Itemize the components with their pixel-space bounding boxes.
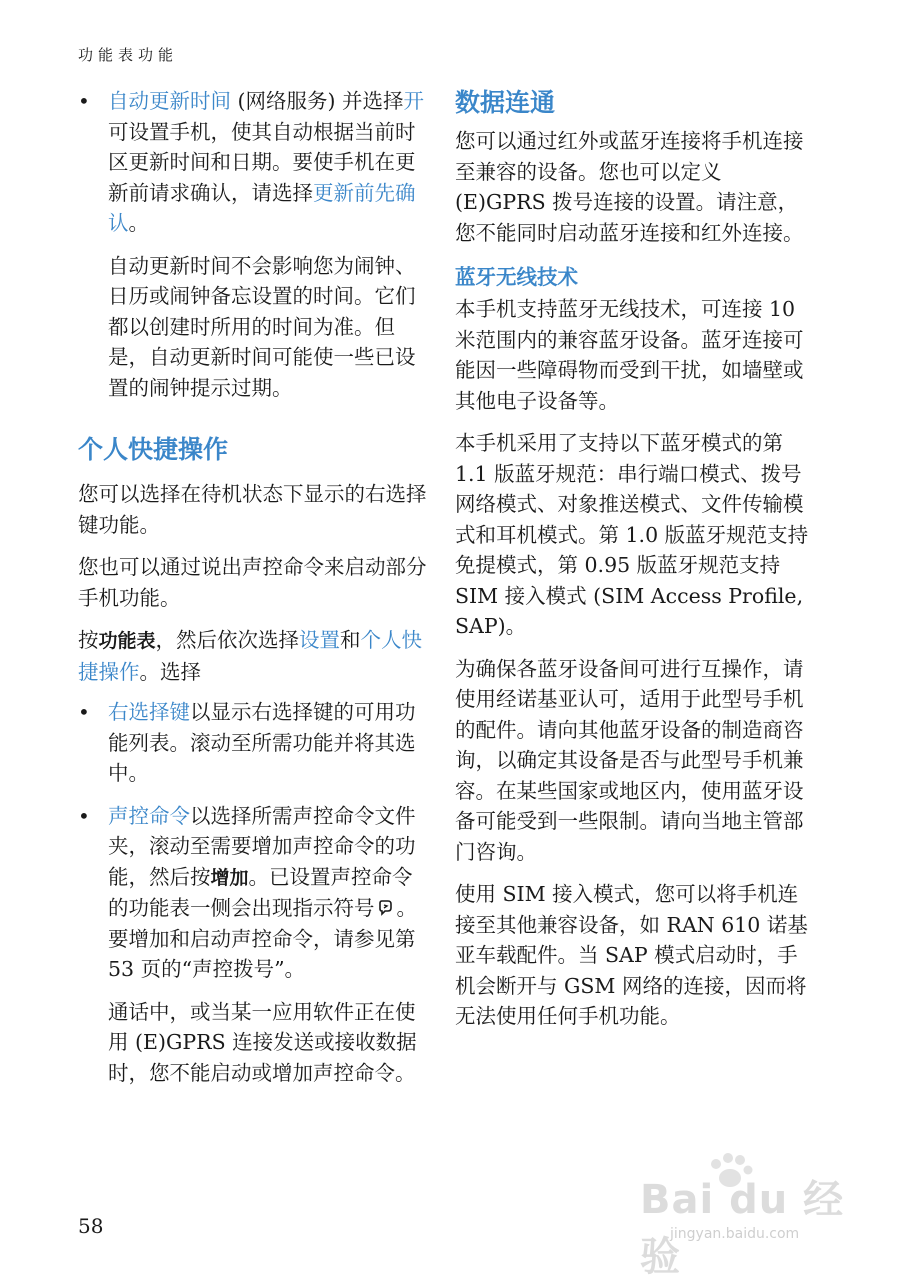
paragraph: 使用 SIM 接入模式，您可以将手机连接至其他兼容设备，如 RAN 610 诺基亚车载配件。当 SAP 模式启动时，手机会断开与 GSM 网络的连接，因而将无法使用任何手机功能。: [455, 882, 808, 1028]
bold-menu: 功能表: [98, 630, 156, 652]
auto-update-note: 自动更新时间不会影响您为闹钟、日历或闹钟备忘设置的时间。它们都以创建时所用的时间为准。但是，自动更新时间可能使一些已设置的闹钟提示过期。: [108, 253, 416, 400]
text: 以选择所需声控命令文件夹，滚动至需要增加声控命令的功能，然后按: [108, 803, 416, 889]
paragraph: 本手机采用了支持以下蓝牙模式的第 1.1 版蓝牙规范：串行端口模式、拨号网络模式、对象推送模式、文件传输模式和耳机模式。第 1.0 版蓝牙规范支持免提模式，第 0.95 版蓝牙规范支持 SIM 接入模式 (SIM Access Profile, SAP)。: [455, 431, 809, 638]
text: 以显示右选择键的可用功能列表。滚动至所需功能并将其选中。: [108, 700, 416, 785]
left-column: [78, 86, 428, 1088]
text: (网络服务) 并选择: [231, 89, 404, 113]
text: ，然后依次选择: [155, 628, 300, 652]
text: 。: [128, 211, 149, 235]
paragraph: 您也可以通过说出声控命令来启动部分手机功能。: [78, 555, 427, 610]
text: 。已设置声控命令的功能表一侧会出现指示符号: [108, 864, 413, 920]
voice-tag-icon: [377, 899, 395, 917]
paragraph: 您可以通过红外或蓝牙连接将手机连接至兼容的设备。您也可以定义 (E)GPRS 拨号连接的设置。请注意，您不能同时启动蓝牙连接和红外连接。: [455, 129, 804, 245]
section-heading-connectivity: 数据连通: [455, 88, 556, 117]
page-header: 功能表功能: [78, 46, 179, 64]
subheading-bluetooth: 蓝牙无线技术: [455, 265, 578, 289]
text: 。要增加和启动声控命令，请参见第 53 页的“声控拨号”。: [108, 896, 417, 981]
text: 。选择: [139, 659, 201, 684]
link-settings[interactable]: 设置: [299, 628, 341, 652]
bold-add: 增加: [210, 866, 249, 889]
watermark: [640, 1150, 860, 1280]
link-voice-commands[interactable]: 声控命令: [108, 803, 190, 828]
link-confirm-first[interactable]: 更新前先确认: [108, 180, 416, 235]
text: 按: [78, 628, 99, 652]
bullet-auto-update-time: [78, 86, 428, 239]
bullet-right-selection-key: [78, 697, 428, 789]
text: 可设置手机，使其自动根据当前时区更新时间和日期。要使手机在更新前请求确认，请选择: [108, 119, 416, 205]
bullet-voice-commands: [78, 801, 428, 985]
paragraph: 为确保各蓝牙设备间可进行互操作，请使用经诺基亚认可，适用于此型号手机的配件。请向其他蓝牙设备的制造商咨询，以确定其设备是否与此型号手机兼容。在某些国家或地区内，使用蓝牙设备可能受到一些限制。请向当地主管部门咨询。: [455, 656, 804, 864]
section-heading-shortcuts: 个人快捷操作: [78, 435, 229, 464]
link-auto-update-time[interactable]: 自动更新时间: [108, 89, 231, 113]
watermark-logo: Bai du 经验: [640, 1177, 845, 1280]
page-number: 58: [78, 1214, 104, 1238]
paragraph-menu-path: [78, 625, 428, 687]
link-on[interactable]: 开: [403, 89, 425, 113]
text: 和: [340, 628, 361, 652]
right-column: [455, 86, 815, 1032]
paragraph: 本手机支持蓝牙无线技术，可连接 10 米范围内的兼容蓝牙设备。蓝牙连接可能因一些障碍物而受到干扰，如墙壁或其他电子设备等。: [455, 297, 804, 413]
link-personal-shortcuts[interactable]: 个人快捷操作: [78, 628, 423, 684]
watermark-url: jingyan.baidu.com: [670, 1226, 800, 1242]
voice-commands-note: 通话中，或当某一应用软件正在使用 (E)GPRS 连接发送或接收数据时，您不能启动或增加声控命令。: [108, 999, 417, 1085]
paragraph: 您可以选择在待机状态下显示的右选择键功能。: [78, 482, 427, 537]
link-right-selection-key[interactable]: 右选择键: [108, 700, 190, 724]
